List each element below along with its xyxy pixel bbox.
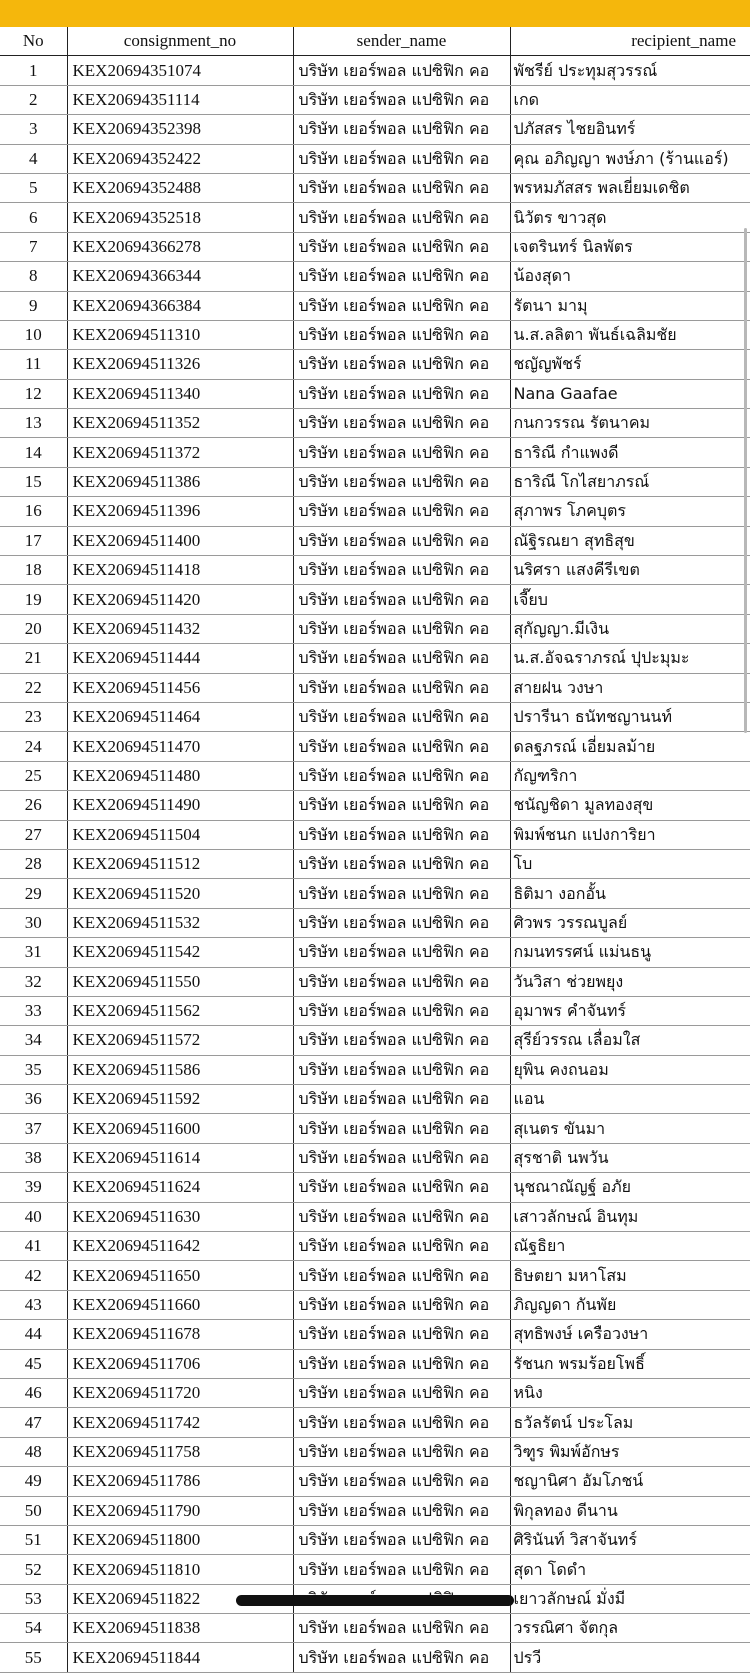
cell-consignment-no[interactable]: KEX20694511592	[67, 1085, 293, 1114]
cell-sender-name[interactable]: บริษัท เยอร์พอล แปซิฟิก คอ	[293, 497, 510, 526]
table-row[interactable]	[0, 1143, 750, 1172]
table-row[interactable]	[0, 115, 750, 144]
cell-sender-name[interactable]: บริษัท เยอร์พอล แปซิฟิก คอ	[293, 1320, 510, 1349]
cell-recipient-name[interactable]: สุดา โดดำ	[510, 1555, 750, 1584]
cell-no[interactable]: 53	[0, 1584, 67, 1613]
cell-recipient-name[interactable]: ศิรินันท์ วิสาจันทร์	[510, 1525, 750, 1554]
cell-sender-name[interactable]: บริษัท เยอร์พอล แปซิฟิก คอ	[293, 908, 510, 937]
table-row[interactable]	[0, 144, 750, 173]
cell-no[interactable]: 5	[0, 173, 67, 202]
cell-sender-name[interactable]: บริษัท เยอร์พอล แปซิฟิก คอ	[293, 409, 510, 438]
cell-sender-name[interactable]: บริษัท เยอร์พอล แปซิฟิก คอ	[293, 644, 510, 673]
table-row[interactable]	[0, 1437, 750, 1466]
cell-recipient-name[interactable]: กมนทรรศน์ แม่นธนู	[510, 938, 750, 967]
cell-no[interactable]: 51	[0, 1525, 67, 1554]
cell-recipient-name[interactable]: ธิติมา งอกอั้น	[510, 879, 750, 908]
cell-no[interactable]: 28	[0, 849, 67, 878]
consignment-table	[0, 27, 750, 1673]
cell-no[interactable]: 23	[0, 702, 67, 731]
cell-consignment-no[interactable]: KEX20694352422	[67, 144, 293, 173]
cell-sender-name[interactable]: บริษัท เยอร์พอล แปซิฟิก คอ	[293, 203, 510, 232]
column-header-recipient-name[interactable]: recipient_name	[510, 27, 750, 56]
cell-no[interactable]: 11	[0, 350, 67, 379]
table-row[interactable]	[0, 879, 750, 908]
cell-sender-name[interactable]: บริษัท เยอร์พอล แปซิฟิก คอ	[293, 1290, 510, 1319]
cell-sender-name[interactable]: บริษัท เยอร์พอล แปซิฟิก คอ	[293, 1496, 510, 1525]
cell-recipient-name[interactable]: สุรีย์วรรณ เลื่อมใส	[510, 1026, 750, 1055]
cell-consignment-no[interactable]: KEX20694511310	[67, 320, 293, 349]
cell-sender-name[interactable]: บริษัท เยอร์พอล แปซิฟิก คอ	[293, 1085, 510, 1114]
cell-consignment-no[interactable]: KEX20694511650	[67, 1261, 293, 1290]
cell-no[interactable]: 9	[0, 291, 67, 320]
table-row[interactable]	[0, 614, 750, 643]
cell-sender-name[interactable]: บริษัท เยอร์พอล แปซิฟิก คอ	[293, 938, 510, 967]
table-row[interactable]	[0, 644, 750, 673]
cell-consignment-no[interactable]: KEX20694511642	[67, 1232, 293, 1261]
cell-consignment-no[interactable]: KEX20694511838	[67, 1614, 293, 1643]
cell-recipient-name[interactable]: ชญานิศา อัมโภชน์	[510, 1467, 750, 1496]
cell-recipient-name[interactable]: ปภัสสร ไชยอินทร์	[510, 115, 750, 144]
cell-no[interactable]: 19	[0, 585, 67, 614]
cell-sender-name[interactable]: บริษัท เยอร์พอล แปซิฟิก คอ	[293, 1232, 510, 1261]
cell-recipient-name[interactable]: นุชณาณัญฐ์ อภัย	[510, 1173, 750, 1202]
cell-no[interactable]: 55	[0, 1643, 67, 1672]
cell-sender-name[interactable]: บริษัท เยอร์พอล แปซิฟิก คอ	[293, 85, 510, 114]
cell-recipient-name[interactable]: ธิษตยา มหาโสม	[510, 1261, 750, 1290]
cell-recipient-name[interactable]: ปรารีนา ธนัทชญานนท์	[510, 702, 750, 731]
cell-consignment-no[interactable]: KEX20694511572	[67, 1026, 293, 1055]
cell-consignment-no[interactable]: KEX20694511340	[67, 379, 293, 408]
cell-sender-name[interactable]: บริษัท เยอร์พอล แปซิฟิก คอ	[293, 702, 510, 731]
cell-consignment-no[interactable]: KEX20694351114	[67, 85, 293, 114]
cell-no[interactable]: 41	[0, 1232, 67, 1261]
table-row[interactable]	[0, 1525, 750, 1554]
cell-recipient-name[interactable]: คุณ อภิญญา พงษ์ภา (ร้านแอร์)	[510, 144, 750, 173]
cell-no[interactable]: 39	[0, 1173, 67, 1202]
cell-sender-name[interactable]: บริษัท เยอร์พอล แปซิฟิก คอ	[293, 1525, 510, 1554]
cell-consignment-no[interactable]: KEX20694511386	[67, 467, 293, 496]
sheet-header-bar	[0, 0, 750, 27]
cell-no[interactable]: 31	[0, 938, 67, 967]
cell-no[interactable]: 45	[0, 1349, 67, 1378]
cell-consignment-no[interactable]: KEX20694511800	[67, 1525, 293, 1554]
cell-recipient-name[interactable]: ธวัลรัตน์ ประโลม	[510, 1408, 750, 1437]
cell-no[interactable]: 33	[0, 996, 67, 1025]
cell-recipient-name[interactable]: ธาริณี โกไสยาภรณ์	[510, 467, 750, 496]
cell-recipient-name[interactable]: ชนัญชิดา มูลทองสุข	[510, 791, 750, 820]
cell-sender-name[interactable]: บริษัท เยอร์พอล แปซิฟิก คอ	[293, 1614, 510, 1643]
cell-sender-name[interactable]: บริษัท เยอร์พอล แปซิฟิก คอ	[293, 1643, 510, 1672]
cell-no[interactable]: 15	[0, 467, 67, 496]
cell-no[interactable]: 8	[0, 262, 67, 291]
table-row[interactable]	[0, 1232, 750, 1261]
cell-sender-name[interactable]: บริษัท เยอร์พอล แปซิฟิก คอ	[293, 791, 510, 820]
cell-no[interactable]: 42	[0, 1261, 67, 1290]
vertical-scrollbar[interactable]	[744, 228, 747, 733]
cell-consignment-no[interactable]: KEX20694511352	[67, 409, 293, 438]
cell-no[interactable]: 37	[0, 1114, 67, 1143]
cell-consignment-no[interactable]: KEX20694511678	[67, 1320, 293, 1349]
cell-recipient-name[interactable]: วรรณิศา จัตกุล	[510, 1614, 750, 1643]
cell-no[interactable]: 35	[0, 1055, 67, 1084]
table-row[interactable]	[0, 291, 750, 320]
cell-no[interactable]: 30	[0, 908, 67, 937]
cell-recipient-name[interactable]: ณัฐธิยา	[510, 1232, 750, 1261]
cell-consignment-no[interactable]: KEX20694511706	[67, 1349, 293, 1378]
cell-sender-name[interactable]: บริษัท เยอร์พอล แปซิฟิก คอ	[293, 1173, 510, 1202]
cell-consignment-no[interactable]: KEX20694511786	[67, 1467, 293, 1496]
table-row[interactable]	[0, 85, 750, 114]
cell-recipient-name[interactable]: พิกุลทอง ดีนาน	[510, 1496, 750, 1525]
cell-no[interactable]: 14	[0, 438, 67, 467]
cell-recipient-name[interactable]: เยาวลักษณ์ มั่งมี	[510, 1584, 750, 1613]
table-row[interactable]	[0, 1085, 750, 1114]
cell-consignment-no[interactable]: KEX20694511822	[67, 1584, 293, 1613]
cell-consignment-no[interactable]: KEX20694511660	[67, 1290, 293, 1319]
cell-consignment-no[interactable]: KEX20694511742	[67, 1408, 293, 1437]
cell-recipient-name[interactable]: สุภาพร โภคบุตร	[510, 497, 750, 526]
cell-sender-name[interactable]: บริษัท เยอร์พอล แปซิฟิก คอ	[293, 761, 510, 790]
cell-sender-name[interactable]: บริษัท เยอร์พอล แปซิฟิก คอ	[293, 526, 510, 555]
cell-sender-name[interactable]: บริษัท เยอร์พอล แปซิฟิก คอ	[293, 115, 510, 144]
table-row[interactable]	[0, 1320, 750, 1349]
table-row[interactable]	[0, 1349, 750, 1378]
table-row[interactable]	[0, 1408, 750, 1437]
home-indicator[interactable]	[236, 1595, 514, 1606]
table-row[interactable]	[0, 702, 750, 731]
cell-sender-name[interactable]: บริษัท เยอร์พอล แปซิฟิก คอ	[293, 1202, 510, 1231]
cell-sender-name[interactable]: บริษัท เยอร์พอล แปซิฟิก คอ	[293, 996, 510, 1025]
cell-no[interactable]: 52	[0, 1555, 67, 1584]
cell-consignment-no[interactable]: KEX20694352398	[67, 115, 293, 144]
cell-sender-name[interactable]: บริษัท เยอร์พอล แปซิฟิก คอ	[293, 350, 510, 379]
cell-consignment-no[interactable]: KEX20694511586	[67, 1055, 293, 1084]
cell-sender-name[interactable]: บริษัท เยอร์พอล แปซิฟิก คอ	[293, 732, 510, 761]
cell-no[interactable]: 25	[0, 761, 67, 790]
cell-no[interactable]: 17	[0, 526, 67, 555]
cell-no[interactable]: 21	[0, 644, 67, 673]
table-row[interactable]	[0, 1496, 750, 1525]
cell-consignment-no[interactable]: KEX20694511614	[67, 1143, 293, 1172]
cell-sender-name[interactable]: บริษัท เยอร์พอล แปซิฟิก คอ	[293, 879, 510, 908]
cell-consignment-no[interactable]: KEX20694511542	[67, 938, 293, 967]
cell-recipient-name[interactable]: น้องสุดา	[510, 262, 750, 291]
cell-no[interactable]: 3	[0, 115, 67, 144]
cell-recipient-name[interactable]: หนิง	[510, 1378, 750, 1407]
cell-consignment-no[interactable]: KEX20694511400	[67, 526, 293, 555]
cell-consignment-no[interactable]: KEX20694511456	[67, 673, 293, 702]
cell-sender-name[interactable]: บริษัท เยอร์พอล แปซิฟิก คอ	[293, 820, 510, 849]
cell-recipient-name[interactable]: Nana Gaafae	[510, 379, 750, 408]
cell-no[interactable]: 49	[0, 1467, 67, 1496]
cell-consignment-no[interactable]: KEX20694511562	[67, 996, 293, 1025]
cell-consignment-no[interactable]: KEX20694511512	[67, 849, 293, 878]
cell-no[interactable]: 20	[0, 614, 67, 643]
table-row[interactable]	[0, 585, 750, 614]
cell-consignment-no[interactable]: KEX20694511624	[67, 1173, 293, 1202]
table-row[interactable]	[0, 761, 750, 790]
cell-recipient-name[interactable]: นิวัตร ขาวสุด	[510, 203, 750, 232]
cell-no[interactable]: 32	[0, 967, 67, 996]
cell-recipient-name[interactable]: ชญัญพัชร์	[510, 350, 750, 379]
cell-consignment-no[interactable]: KEX20694352518	[67, 203, 293, 232]
cell-no[interactable]: 34	[0, 1026, 67, 1055]
cell-no[interactable]: 24	[0, 732, 67, 761]
cell-consignment-no[interactable]: KEX20694511326	[67, 350, 293, 379]
cell-consignment-no[interactable]: KEX20694511844	[67, 1643, 293, 1672]
table-row[interactable]	[0, 967, 750, 996]
cell-consignment-no[interactable]: KEX20694366278	[67, 232, 293, 261]
table-row[interactable]	[0, 556, 750, 585]
cell-sender-name[interactable]: บริษัท เยอร์พอล แปซิฟิก คอ	[293, 144, 510, 173]
table-row[interactable]	[0, 1026, 750, 1055]
cell-recipient-name[interactable]: ณัฐิรณยา สุทธิสุข	[510, 526, 750, 555]
cell-recipient-name[interactable]: กนกวรรณ รัตนาคม	[510, 409, 750, 438]
cell-sender-name[interactable]: บริษัท เยอร์พอล แปซิฟิก คอ	[293, 56, 510, 85]
cell-no[interactable]: 18	[0, 556, 67, 585]
table-row[interactable]	[0, 1643, 750, 1672]
cell-no[interactable]: 38	[0, 1143, 67, 1172]
cell-recipient-name[interactable]: พัชรีย์ ประทุมสุวรรณ์	[510, 56, 750, 85]
cell-consignment-no[interactable]: KEX20694511520	[67, 879, 293, 908]
header-row	[0, 27, 750, 56]
table-row[interactable]	[0, 732, 750, 761]
table-row[interactable]	[0, 320, 750, 349]
cell-recipient-name[interactable]: วันวิสา ช่วยพยุง	[510, 967, 750, 996]
cell-sender-name[interactable]: บริษัท เยอร์พอล แปซิฟิก คอ	[293, 1408, 510, 1437]
table-row[interactable]	[0, 1055, 750, 1084]
cell-sender-name[interactable]: บริษัท เยอร์พอล แปซิฟิก คอ	[293, 232, 510, 261]
cell-consignment-no[interactable]: KEX20694511444	[67, 644, 293, 673]
cell-sender-name[interactable]: บริษัท เยอร์พอล แปซิฟิก คอ	[293, 1026, 510, 1055]
cell-sender-name[interactable]: บริษัท เยอร์พอล แปซิฟิก คอ	[293, 585, 510, 614]
table-row[interactable]	[0, 232, 750, 261]
cell-no[interactable]: 13	[0, 409, 67, 438]
cell-recipient-name[interactable]: ศิวพร วรรณบูลย์	[510, 908, 750, 937]
cell-sender-name[interactable]: บริษัท เยอร์พอล แปซิฟิก คอ	[293, 1349, 510, 1378]
cell-consignment-no[interactable]: KEX20694511532	[67, 908, 293, 937]
cell-consignment-no[interactable]: KEX20694351074	[67, 56, 293, 85]
table-row[interactable]	[0, 1614, 750, 1643]
cell-no[interactable]: 47	[0, 1408, 67, 1437]
cell-no[interactable]: 40	[0, 1202, 67, 1231]
spreadsheet[interactable]	[0, 27, 750, 1673]
cell-recipient-name[interactable]: สุรชาติ นพวัน	[510, 1143, 750, 1172]
table-row[interactable]	[0, 1467, 750, 1496]
column-header-no[interactable]: No	[0, 27, 67, 56]
cell-consignment-no[interactable]: KEX20694511758	[67, 1437, 293, 1466]
table-row[interactable]	[0, 1378, 750, 1407]
table-row[interactable]	[0, 673, 750, 702]
cell-recipient-name[interactable]: เกด	[510, 85, 750, 114]
cell-consignment-no[interactable]: KEX20694511480	[67, 761, 293, 790]
cell-consignment-no[interactable]: KEX20694511600	[67, 1114, 293, 1143]
cell-sender-name[interactable]: บริษัท เยอร์พอล แปซิฟิก คอ	[293, 320, 510, 349]
cell-sender-name[interactable]: บริษัท เยอร์พอล แปซิฟิก คอ	[293, 379, 510, 408]
cell-recipient-name[interactable]: สุกัญญา.มีเงิน	[510, 614, 750, 643]
cell-consignment-no[interactable]: KEX20694511372	[67, 438, 293, 467]
cell-consignment-no[interactable]: KEX20694511630	[67, 1202, 293, 1231]
table-row[interactable]	[0, 203, 750, 232]
cell-recipient-name[interactable]: นริศรา แสงคีรีเขต	[510, 556, 750, 585]
cell-recipient-name[interactable]: พิมพ์ชนก แปงการิยา	[510, 820, 750, 849]
cell-consignment-no[interactable]: KEX20694511810	[67, 1555, 293, 1584]
table-row[interactable]	[0, 56, 750, 85]
cell-sender-name[interactable]: บริษัท เยอร์พอล แปซิฟิก คอ	[293, 1467, 510, 1496]
cell-recipient-name[interactable]: น.ส.อัจฉราภรณ์ ปุปะมุมะ	[510, 644, 750, 673]
cell-recipient-name[interactable]: พรหมภัสสร พลเยี่ยมเดชิต	[510, 173, 750, 202]
cell-no[interactable]: 1	[0, 56, 67, 85]
cell-consignment-no[interactable]: KEX20694511504	[67, 820, 293, 849]
table-row[interactable]	[0, 1173, 750, 1202]
cell-consignment-no[interactable]: KEX20694511418	[67, 556, 293, 585]
cell-no[interactable]: 16	[0, 497, 67, 526]
cell-no[interactable]: 50	[0, 1496, 67, 1525]
cell-sender-name[interactable]: บริษัท เยอร์พอล แปซิฟิก คอ	[293, 1055, 510, 1084]
table-row[interactable]	[0, 791, 750, 820]
cell-no[interactable]: 54	[0, 1614, 67, 1643]
cell-recipient-name[interactable]: ภิญญดา กันพัย	[510, 1290, 750, 1319]
cell-sender-name[interactable]: บริษัท เยอร์พอล แปซิฟิก คอ	[293, 673, 510, 702]
cell-recipient-name[interactable]: เสาวลักษณ์ อินทุม	[510, 1202, 750, 1231]
cell-sender-name[interactable]: บริษัท เยอร์พอล แปซิฟิก คอ	[293, 173, 510, 202]
table-row[interactable]	[0, 438, 750, 467]
cell-consignment-no[interactable]: KEX20694511470	[67, 732, 293, 761]
cell-sender-name[interactable]: บริษัท เยอร์พอล แปซิฟิก คอ	[293, 967, 510, 996]
column-header-sender-name[interactable]: sender_name	[293, 27, 510, 56]
cell-recipient-name[interactable]: สุเนตร ขันมา	[510, 1114, 750, 1143]
cell-no[interactable]: 12	[0, 379, 67, 408]
table-row[interactable]	[0, 1114, 750, 1143]
cell-recipient-name[interactable]: อุมาพร คำจันทร์	[510, 996, 750, 1025]
cell-sender-name[interactable]: บริษัท เยอร์พอล แปซิฟิก คอ	[293, 1114, 510, 1143]
cell-recipient-name[interactable]: ธาริณี กำแพงดี	[510, 438, 750, 467]
cell-sender-name[interactable]: บริษัท เยอร์พอล แปซิฟิก คอ	[293, 467, 510, 496]
table-row[interactable]	[0, 849, 750, 878]
cell-no[interactable]: 43	[0, 1290, 67, 1319]
cell-sender-name[interactable]: บริษัท เยอร์พอล แปซิฟิก คอ	[293, 556, 510, 585]
table-row[interactable]	[0, 1555, 750, 1584]
cell-recipient-name[interactable]: ยุพิน คงถนอม	[510, 1055, 750, 1084]
cell-no[interactable]: 44	[0, 1320, 67, 1349]
table-row[interactable]	[0, 379, 750, 408]
cell-consignment-no[interactable]: KEX20694511464	[67, 702, 293, 731]
table-row[interactable]	[0, 526, 750, 555]
cell-consignment-no[interactable]: KEX20694511550	[67, 967, 293, 996]
cell-no[interactable]: 48	[0, 1437, 67, 1466]
cell-recipient-name[interactable]: แอน	[510, 1085, 750, 1114]
cell-sender-name[interactable]: บริษัท เยอร์พอล แปซิฟิก คอ	[293, 262, 510, 291]
table-row[interactable]	[0, 497, 750, 526]
cell-no[interactable]: 29	[0, 879, 67, 908]
table-row[interactable]	[0, 1261, 750, 1290]
table-row[interactable]	[0, 820, 750, 849]
cell-recipient-name[interactable]: โบ	[510, 849, 750, 878]
cell-no[interactable]: 22	[0, 673, 67, 702]
cell-consignment-no[interactable]: KEX20694366344	[67, 262, 293, 291]
cell-recipient-name[interactable]: กัญฑริกา	[510, 761, 750, 790]
cell-no[interactable]: 46	[0, 1378, 67, 1407]
cell-no[interactable]: 2	[0, 85, 67, 114]
cell-sender-name[interactable]: บริษัท เยอร์พอล แปซิฟิก คอ	[293, 1261, 510, 1290]
table-row[interactable]	[0, 996, 750, 1025]
cell-recipient-name[interactable]: ปรวี	[510, 1643, 750, 1672]
cell-recipient-name[interactable]: สุทธิพงษ์ เครือวงษา	[510, 1320, 750, 1349]
cell-consignment-no[interactable]: KEX20694352488	[67, 173, 293, 202]
cell-consignment-no[interactable]: KEX20694511720	[67, 1378, 293, 1407]
cell-sender-name[interactable]: บริษัท เยอร์พอล แปซิฟิก คอ	[293, 1378, 510, 1407]
cell-recipient-name[interactable]: รัชนก พรมร้อยโพธิ์	[510, 1349, 750, 1378]
cell-no[interactable]: 10	[0, 320, 67, 349]
cell-consignment-no[interactable]: KEX20694511490	[67, 791, 293, 820]
cell-no[interactable]: 27	[0, 820, 67, 849]
table-row[interactable]	[0, 409, 750, 438]
column-header-consignment-no[interactable]: consignment_no	[67, 27, 293, 56]
cell-sender-name[interactable]: บริษัท เยอร์พอล แปซิฟิก คอ	[293, 614, 510, 643]
table-row[interactable]	[0, 467, 750, 496]
cell-no[interactable]: 36	[0, 1085, 67, 1114]
cell-consignment-no[interactable]: KEX20694511790	[67, 1496, 293, 1525]
cell-recipient-name[interactable]: วิฑูร พิมพ์อักษร	[510, 1437, 750, 1466]
cell-no[interactable]: 4	[0, 144, 67, 173]
cell-sender-name[interactable]: บริษัท เยอร์พอล แปซิฟิก คอ	[293, 438, 510, 467]
cell-recipient-name[interactable]: เจี๊ยบ	[510, 585, 750, 614]
cell-no[interactable]: 6	[0, 203, 67, 232]
table-row[interactable]	[0, 1202, 750, 1231]
cell-recipient-name[interactable]: สายฝน วงษา	[510, 673, 750, 702]
cell-recipient-name[interactable]: น.ส.ลลิตา พันธ์เฉลิมชัย	[510, 320, 750, 349]
cell-consignment-no[interactable]: KEX20694511432	[67, 614, 293, 643]
cell-sender-name[interactable]: บริษัท เยอร์พอล แปซิฟิก คอ	[293, 849, 510, 878]
table-row[interactable]	[0, 938, 750, 967]
cell-recipient-name[interactable]: รัตนา มามุ	[510, 291, 750, 320]
cell-recipient-name[interactable]: เจตรินทร์ นิลพัตร	[510, 232, 750, 261]
cell-sender-name[interactable]: บริษัท เยอร์พอล แปซิฟิก คอ	[293, 291, 510, 320]
table-row[interactable]	[0, 1290, 750, 1319]
cell-recipient-name[interactable]: ดลฐภรณ์ เอี่ยมลม้าย	[510, 732, 750, 761]
cell-sender-name[interactable]: บริษัท เยอร์พอล แปซิฟิก คอ	[293, 1437, 510, 1466]
cell-consignment-no[interactable]: KEX20694511396	[67, 497, 293, 526]
table-row[interactable]	[0, 908, 750, 937]
table-row[interactable]	[0, 350, 750, 379]
table-row[interactable]	[0, 173, 750, 202]
table-row[interactable]	[0, 262, 750, 291]
cell-sender-name[interactable]: บริษัท เยอร์พอล แปซิฟิก คอ	[293, 1143, 510, 1172]
cell-sender-name[interactable]: บริษัท เยอร์พอล แปซิฟิก คอ	[293, 1555, 510, 1584]
cell-no[interactable]: 7	[0, 232, 67, 261]
cell-no[interactable]: 26	[0, 791, 67, 820]
cell-consignment-no[interactable]: KEX20694511420	[67, 585, 293, 614]
cell-consignment-no[interactable]: KEX20694366384	[67, 291, 293, 320]
